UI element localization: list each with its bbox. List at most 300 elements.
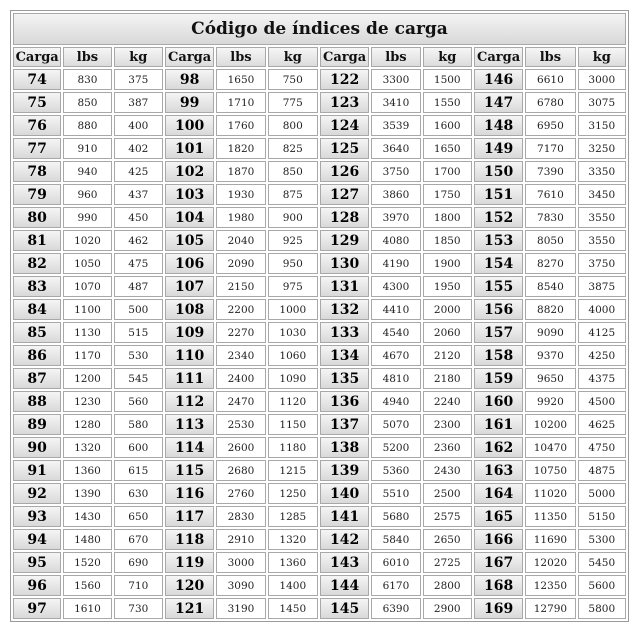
load-index-cell: 81 [13, 230, 61, 251]
kg-cell: 1000 [268, 299, 318, 320]
load-index-cell: 136 [320, 391, 369, 412]
lbs-cell: 8270 [525, 253, 575, 274]
load-index-cell: 75 [13, 92, 61, 113]
load-index-cell: 90 [13, 437, 61, 458]
kg-cell: 825 [268, 138, 318, 159]
lbs-cell: 880 [63, 115, 111, 136]
load-index-cell: 157 [474, 322, 523, 343]
lbs-cell: 3190 [216, 598, 265, 619]
kg-cell: 1850 [423, 230, 472, 251]
lbs-cell: 2910 [216, 529, 265, 550]
kg-cell: 4000 [578, 299, 626, 320]
load-index-cell: 82 [13, 253, 61, 274]
kg-cell: 3550 [578, 207, 626, 228]
load-index-cell: 135 [320, 368, 369, 389]
kg-cell: 400 [114, 115, 163, 136]
kg-cell: 1950 [423, 276, 472, 297]
load-index-cell: 85 [13, 322, 61, 343]
lbs-cell: 12020 [525, 552, 575, 573]
lbs-cell: 3000 [216, 552, 265, 573]
lbs-cell: 4410 [371, 299, 420, 320]
kg-cell: 2300 [423, 414, 472, 435]
table-row [13, 299, 626, 320]
kg-cell: 545 [114, 368, 163, 389]
lbs-cell: 1760 [216, 115, 265, 136]
kg-cell: 710 [114, 575, 163, 596]
lbs-cell: 1650 [216, 69, 265, 90]
load-index-cell: 148 [474, 115, 523, 136]
kg-cell: 5150 [578, 506, 626, 527]
lbs-cell: 9370 [525, 345, 575, 366]
table-row [13, 115, 626, 136]
load-index-cell: 92 [13, 483, 61, 504]
lbs-cell: 10470 [525, 437, 575, 458]
kg-cell: 462 [114, 230, 163, 251]
load-index-cell: 150 [474, 161, 523, 182]
kg-cell: 600 [114, 437, 163, 458]
lbs-cell: 1230 [63, 391, 111, 412]
table-row [13, 460, 626, 481]
load-index-cell: 94 [13, 529, 61, 550]
lbs-cell: 2680 [216, 460, 265, 481]
kg-cell: 2240 [423, 391, 472, 412]
kg-cell: 4875 [578, 460, 626, 481]
load-index-cell: 142 [320, 529, 369, 550]
kg-cell: 1180 [268, 437, 318, 458]
load-index-cell: 132 [320, 299, 369, 320]
load-index-cell: 114 [165, 437, 214, 458]
table-row [13, 161, 626, 182]
lbs-cell: 2600 [216, 437, 265, 458]
kg-cell: 650 [114, 506, 163, 527]
load-index-cell: 101 [165, 138, 214, 159]
kg-cell: 2800 [423, 575, 472, 596]
load-index-cell: 129 [320, 230, 369, 251]
load-index-cell: 143 [320, 552, 369, 573]
kg-cell: 1550 [423, 92, 472, 113]
load-index-cell: 133 [320, 322, 369, 343]
kg-cell: 900 [268, 207, 318, 228]
lbs-cell: 960 [63, 184, 111, 205]
lbs-cell: 850 [63, 92, 111, 113]
load-index-cell: 80 [13, 207, 61, 228]
column-header-row [13, 47, 626, 67]
kg-cell: 3450 [578, 184, 626, 205]
kg-cell: 2000 [423, 299, 472, 320]
lbs-cell: 1020 [63, 230, 111, 251]
lbs-cell: 4300 [371, 276, 420, 297]
load-index-cell: 87 [13, 368, 61, 389]
kg-cell: 1090 [268, 368, 318, 389]
load-index-cell: 86 [13, 345, 61, 366]
load-index-cell: 83 [13, 276, 61, 297]
load-index-cell: 163 [474, 460, 523, 481]
lbs-cell: 1930 [216, 184, 265, 205]
column-header-carga: Carga [320, 47, 369, 67]
lbs-cell: 2090 [216, 253, 265, 274]
lbs-cell: 2530 [216, 414, 265, 435]
table-row [13, 391, 626, 412]
lbs-cell: 5070 [371, 414, 420, 435]
load-index-cell: 155 [474, 276, 523, 297]
lbs-cell: 5360 [371, 460, 420, 481]
table-row [13, 253, 626, 274]
load-index-cell: 126 [320, 161, 369, 182]
kg-cell: 1215 [268, 460, 318, 481]
load-index-table [10, 10, 629, 622]
table-row [13, 184, 626, 205]
lbs-cell: 4080 [371, 230, 420, 251]
load-index-cell: 127 [320, 184, 369, 205]
load-index-cell: 79 [13, 184, 61, 205]
load-index-cell: 141 [320, 506, 369, 527]
load-index-cell: 106 [165, 253, 214, 274]
kg-cell: 487 [114, 276, 163, 297]
kg-cell: 2725 [423, 552, 472, 573]
load-index-cell: 124 [320, 115, 369, 136]
lbs-cell: 4190 [371, 253, 420, 274]
load-index-cell: 111 [165, 368, 214, 389]
column-header-lbs: lbs [371, 47, 420, 67]
load-index-cell: 130 [320, 253, 369, 274]
kg-cell: 3250 [578, 138, 626, 159]
kg-cell: 2650 [423, 529, 472, 550]
lbs-cell: 830 [63, 69, 111, 90]
kg-cell: 1600 [423, 115, 472, 136]
kg-cell: 2500 [423, 483, 472, 504]
load-index-cell: 118 [165, 529, 214, 550]
kg-cell: 1285 [268, 506, 318, 527]
lbs-cell: 7610 [525, 184, 575, 205]
kg-cell: 630 [114, 483, 163, 504]
kg-cell: 4500 [578, 391, 626, 412]
lbs-cell: 1520 [63, 552, 111, 573]
column-header-lbs: lbs [216, 47, 265, 67]
lbs-cell: 6780 [525, 92, 575, 113]
kg-cell: 530 [114, 345, 163, 366]
kg-cell: 1650 [423, 138, 472, 159]
lbs-cell: 4810 [371, 368, 420, 389]
load-index-cell: 119 [165, 552, 214, 573]
lbs-cell: 4540 [371, 322, 420, 343]
kg-cell: 2575 [423, 506, 472, 527]
lbs-cell: 5510 [371, 483, 420, 504]
load-index-cell: 98 [165, 69, 214, 90]
load-index-cell: 84 [13, 299, 61, 320]
lbs-cell: 7170 [525, 138, 575, 159]
kg-cell: 5800 [578, 598, 626, 619]
table-title: Código de índices de carga [13, 13, 626, 45]
load-index-cell: 116 [165, 483, 214, 504]
lbs-cell: 6170 [371, 575, 420, 596]
kg-cell: 425 [114, 161, 163, 182]
lbs-cell: 1070 [63, 276, 111, 297]
lbs-cell: 3090 [216, 575, 265, 596]
kg-cell: 925 [268, 230, 318, 251]
load-index-cell: 104 [165, 207, 214, 228]
column-header-kg: kg [423, 47, 472, 67]
load-index-cell: 147 [474, 92, 523, 113]
table-row [13, 483, 626, 504]
lbs-cell: 1870 [216, 161, 265, 182]
load-index-cell: 156 [474, 299, 523, 320]
kg-cell: 2060 [423, 322, 472, 343]
lbs-cell: 12350 [525, 575, 575, 596]
kg-cell: 500 [114, 299, 163, 320]
kg-cell: 387 [114, 92, 163, 113]
lbs-cell: 1200 [63, 368, 111, 389]
load-index-cell: 138 [320, 437, 369, 458]
lbs-cell: 12790 [525, 598, 575, 619]
load-index-cell: 165 [474, 506, 523, 527]
lbs-cell: 3539 [371, 115, 420, 136]
lbs-cell: 1050 [63, 253, 111, 274]
load-index-cell: 158 [474, 345, 523, 366]
lbs-cell: 3410 [371, 92, 420, 113]
lbs-cell: 1430 [63, 506, 111, 527]
load-index-cell: 96 [13, 575, 61, 596]
load-index-cell: 78 [13, 161, 61, 182]
lbs-cell: 1710 [216, 92, 265, 113]
kg-cell: 1120 [268, 391, 318, 412]
load-index-cell: 76 [13, 115, 61, 136]
title-row [13, 13, 626, 45]
lbs-cell: 4670 [371, 345, 420, 366]
kg-cell: 475 [114, 253, 163, 274]
column-header-lbs: lbs [525, 47, 575, 67]
load-index-cell: 128 [320, 207, 369, 228]
load-index-cell: 89 [13, 414, 61, 435]
load-index-cell: 110 [165, 345, 214, 366]
kg-cell: 670 [114, 529, 163, 550]
kg-cell: 3550 [578, 230, 626, 251]
load-index-table-container [10, 10, 629, 617]
lbs-cell: 7390 [525, 161, 575, 182]
load-index-cell: 125 [320, 138, 369, 159]
kg-cell: 3000 [578, 69, 626, 90]
lbs-cell: 1560 [63, 575, 111, 596]
lbs-cell: 1170 [63, 345, 111, 366]
load-index-cell: 115 [165, 460, 214, 481]
load-index-cell: 93 [13, 506, 61, 527]
load-index-cell: 154 [474, 253, 523, 274]
load-index-cell: 109 [165, 322, 214, 343]
lbs-cell: 5200 [371, 437, 420, 458]
table-row [13, 322, 626, 343]
kg-cell: 5600 [578, 575, 626, 596]
load-index-cell: 153 [474, 230, 523, 251]
kg-cell: 1450 [268, 598, 318, 619]
load-index-cell: 169 [474, 598, 523, 619]
lbs-cell: 3970 [371, 207, 420, 228]
kg-cell: 1030 [268, 322, 318, 343]
table-row [13, 529, 626, 550]
lbs-cell: 2040 [216, 230, 265, 251]
kg-cell: 1500 [423, 69, 472, 90]
kg-cell: 5450 [578, 552, 626, 573]
lbs-cell: 2200 [216, 299, 265, 320]
lbs-cell: 2760 [216, 483, 265, 504]
lbs-cell: 940 [63, 161, 111, 182]
load-index-cell: 91 [13, 460, 61, 481]
kg-cell: 2900 [423, 598, 472, 619]
kg-cell: 1320 [268, 529, 318, 550]
lbs-cell: 1320 [63, 437, 111, 458]
kg-cell: 850 [268, 161, 318, 182]
load-index-cell: 108 [165, 299, 214, 320]
lbs-cell: 1980 [216, 207, 265, 228]
column-header-carga: Carga [474, 47, 523, 67]
lbs-cell: 1820 [216, 138, 265, 159]
kg-cell: 1900 [423, 253, 472, 274]
load-index-cell: 159 [474, 368, 523, 389]
lbs-cell: 1130 [63, 322, 111, 343]
lbs-cell: 1390 [63, 483, 111, 504]
column-header-carga: Carga [13, 47, 61, 67]
lbs-cell: 11350 [525, 506, 575, 527]
lbs-cell: 8540 [525, 276, 575, 297]
column-header-kg: kg [114, 47, 163, 67]
lbs-cell: 7830 [525, 207, 575, 228]
kg-cell: 437 [114, 184, 163, 205]
lbs-cell: 3860 [371, 184, 420, 205]
lbs-cell: 9920 [525, 391, 575, 412]
load-index-cell: 161 [474, 414, 523, 435]
lbs-cell: 6390 [371, 598, 420, 619]
load-index-cell: 120 [165, 575, 214, 596]
kg-cell: 800 [268, 115, 318, 136]
kg-cell: 3150 [578, 115, 626, 136]
kg-cell: 775 [268, 92, 318, 113]
load-index-cell: 144 [320, 575, 369, 596]
load-index-cell: 122 [320, 69, 369, 90]
lbs-cell: 1100 [63, 299, 111, 320]
lbs-cell: 2150 [216, 276, 265, 297]
lbs-cell: 2830 [216, 506, 265, 527]
lbs-cell: 3640 [371, 138, 420, 159]
kg-cell: 875 [268, 184, 318, 205]
kg-cell: 5000 [578, 483, 626, 504]
kg-cell: 5300 [578, 529, 626, 550]
kg-cell: 2120 [423, 345, 472, 366]
kg-cell: 615 [114, 460, 163, 481]
lbs-cell: 3750 [371, 161, 420, 182]
load-index-cell: 146 [474, 69, 523, 90]
load-index-cell: 145 [320, 598, 369, 619]
lbs-cell: 990 [63, 207, 111, 228]
load-index-cell: 112 [165, 391, 214, 412]
kg-cell: 1700 [423, 161, 472, 182]
load-index-cell: 105 [165, 230, 214, 251]
lbs-cell: 6010 [371, 552, 420, 573]
kg-cell: 2430 [423, 460, 472, 481]
lbs-cell: 6950 [525, 115, 575, 136]
lbs-cell: 5840 [371, 529, 420, 550]
load-index-cell: 134 [320, 345, 369, 366]
table-row [13, 92, 626, 113]
kg-cell: 560 [114, 391, 163, 412]
lbs-cell: 1360 [63, 460, 111, 481]
kg-cell: 3350 [578, 161, 626, 182]
load-index-cell: 160 [474, 391, 523, 412]
table-row [13, 414, 626, 435]
load-index-cell: 88 [13, 391, 61, 412]
table-row [13, 437, 626, 458]
load-index-cell: 77 [13, 138, 61, 159]
load-index-cell: 149 [474, 138, 523, 159]
kg-cell: 2180 [423, 368, 472, 389]
lbs-cell: 6610 [525, 69, 575, 90]
lbs-cell: 910 [63, 138, 111, 159]
kg-cell: 1150 [268, 414, 318, 435]
lbs-cell: 2340 [216, 345, 265, 366]
kg-cell: 1400 [268, 575, 318, 596]
load-index-cell: 168 [474, 575, 523, 596]
load-index-cell: 103 [165, 184, 214, 205]
lbs-cell: 4940 [371, 391, 420, 412]
lbs-cell: 10750 [525, 460, 575, 481]
kg-cell: 4750 [578, 437, 626, 458]
kg-cell: 4250 [578, 345, 626, 366]
lbs-cell: 11690 [525, 529, 575, 550]
kg-cell: 4625 [578, 414, 626, 435]
load-index-cell: 166 [474, 529, 523, 550]
kg-cell: 3075 [578, 92, 626, 113]
load-index-cell: 99 [165, 92, 214, 113]
load-index-cell: 74 [13, 69, 61, 90]
table-row [13, 69, 626, 90]
lbs-cell: 1610 [63, 598, 111, 619]
kg-cell: 1250 [268, 483, 318, 504]
load-index-cell: 121 [165, 598, 214, 619]
lbs-cell: 8820 [525, 299, 575, 320]
lbs-cell: 3300 [371, 69, 420, 90]
kg-cell: 402 [114, 138, 163, 159]
column-header-lbs: lbs [63, 47, 111, 67]
table-row [13, 506, 626, 527]
table-row [13, 207, 626, 228]
kg-cell: 4125 [578, 322, 626, 343]
kg-cell: 580 [114, 414, 163, 435]
lbs-cell: 2270 [216, 322, 265, 343]
load-index-cell: 113 [165, 414, 214, 435]
load-index-cell: 117 [165, 506, 214, 527]
load-index-cell: 102 [165, 161, 214, 182]
column-header-kg: kg [578, 47, 626, 67]
table-row [13, 276, 626, 297]
lbs-cell: 5680 [371, 506, 420, 527]
load-index-cell: 95 [13, 552, 61, 573]
load-index-cell: 140 [320, 483, 369, 504]
lbs-cell: 2470 [216, 391, 265, 412]
kg-cell: 2360 [423, 437, 472, 458]
column-header-kg: kg [268, 47, 318, 67]
kg-cell: 1060 [268, 345, 318, 366]
kg-cell: 750 [268, 69, 318, 90]
load-index-cell: 131 [320, 276, 369, 297]
load-index-cell: 162 [474, 437, 523, 458]
table-row [13, 575, 626, 596]
kg-cell: 3875 [578, 276, 626, 297]
table-row [13, 138, 626, 159]
load-index-cell: 123 [320, 92, 369, 113]
load-index-cell: 164 [474, 483, 523, 504]
kg-cell: 450 [114, 207, 163, 228]
column-header-carga: Carga [165, 47, 214, 67]
lbs-cell: 1480 [63, 529, 111, 550]
kg-cell: 975 [268, 276, 318, 297]
table-row [13, 598, 626, 619]
